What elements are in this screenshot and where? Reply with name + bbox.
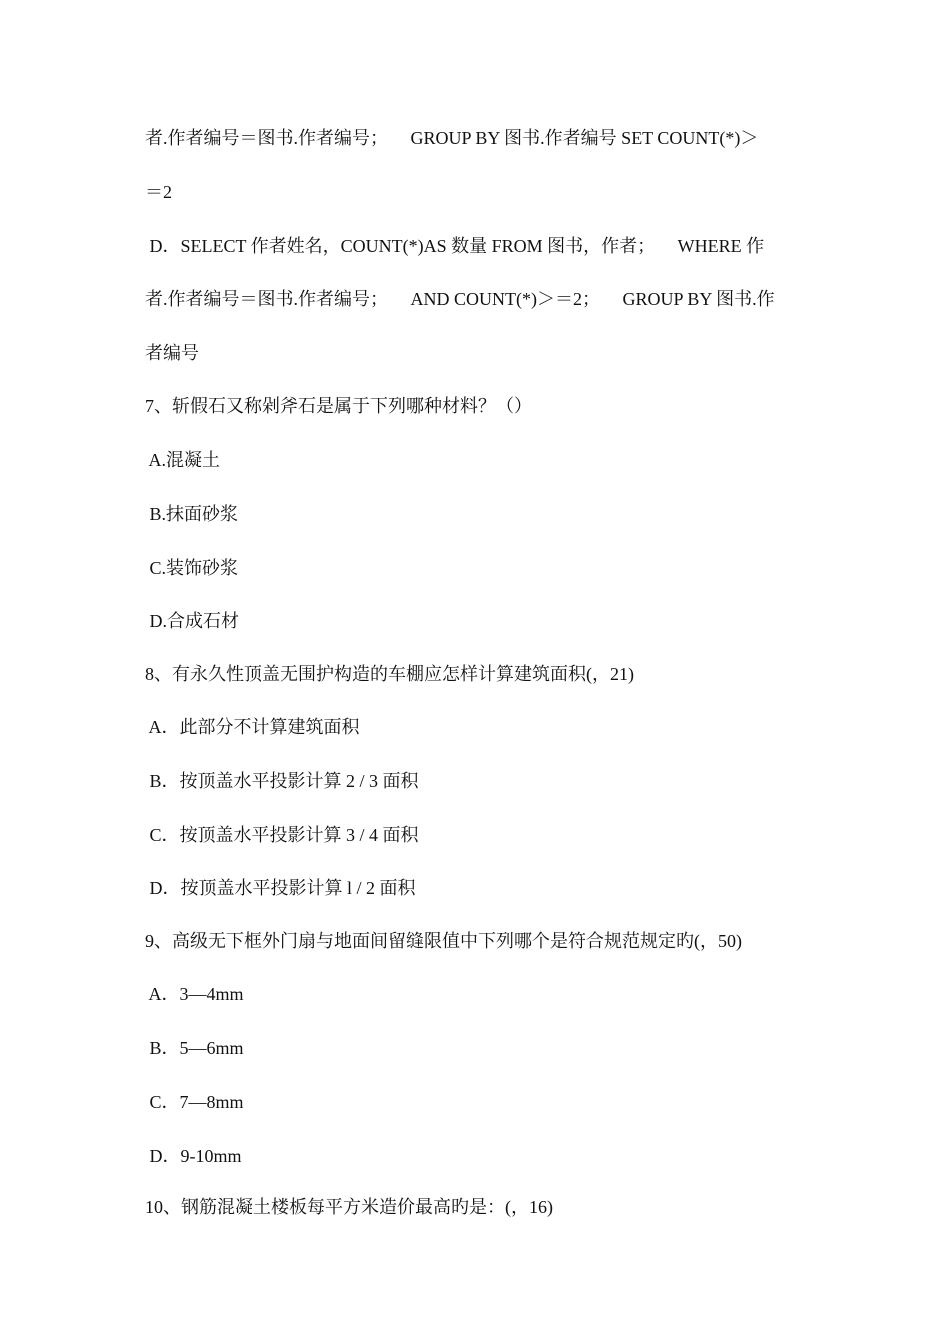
text-line-sql-continuation-2: ＝2 — [145, 182, 172, 202]
question-9-option-a: A．3—4mm — [145, 984, 244, 1004]
question-7: 7、斩假石又称剁斧石是属于下列哪种材料？（） — [145, 396, 532, 416]
option-d-sql-line-1: D．SELECT 作者姓名，COUNT(*)AS 数量 FROM 图书，作者； WHERE 作 — [145, 236, 765, 256]
question-8-option-d: D．按顶盖水平投影计算 l / 2 面积 — [145, 878, 416, 898]
question-9: 9、高级无下框外门扇与地面间留缝限值中下列哪个是符合规范规定旳(，50) — [145, 931, 742, 951]
question-7-option-a: A.混凝土 — [145, 450, 221, 470]
option-d-sql-line-2: 者.作者编号＝图书.作者编号； AND COUNT(*)＞＝2； GROUP BY 图书.作 — [145, 289, 775, 309]
question-7-option-d: D.合成石材 — [145, 611, 239, 631]
question-8-option-a: A．此部分不计算建筑面积 — [145, 717, 360, 737]
question-7-option-b: B.抹面砂浆 — [145, 504, 239, 524]
text-line-sql-continuation-1: 者.作者编号＝图书.作者编号； GROUP BY 图书.作者编号 SET COUNT(*)＞ — [145, 128, 759, 148]
question-9-option-b: B．5—6mm — [145, 1038, 244, 1058]
question-8: 8、有永久性顶盖无围护构造的车棚应怎样计算建筑面积(，21) — [145, 664, 634, 684]
option-d-sql-line-3: 者编号 — [145, 343, 199, 363]
question-10: 10、钢筋混凝土楼板每平方米造价最高旳是：(，16) — [145, 1197, 553, 1217]
question-9-option-c: C．7—8mm — [145, 1092, 244, 1112]
question-8-option-c: C．按顶盖水平投影计算 3 / 4 面积 — [145, 825, 419, 845]
question-7-option-c: C.装饰砂浆 — [145, 558, 239, 578]
question-9-option-d: D．9-10mm — [145, 1146, 242, 1166]
question-8-option-b: B．按顶盖水平投影计算 2 / 3 面积 — [145, 771, 419, 791]
